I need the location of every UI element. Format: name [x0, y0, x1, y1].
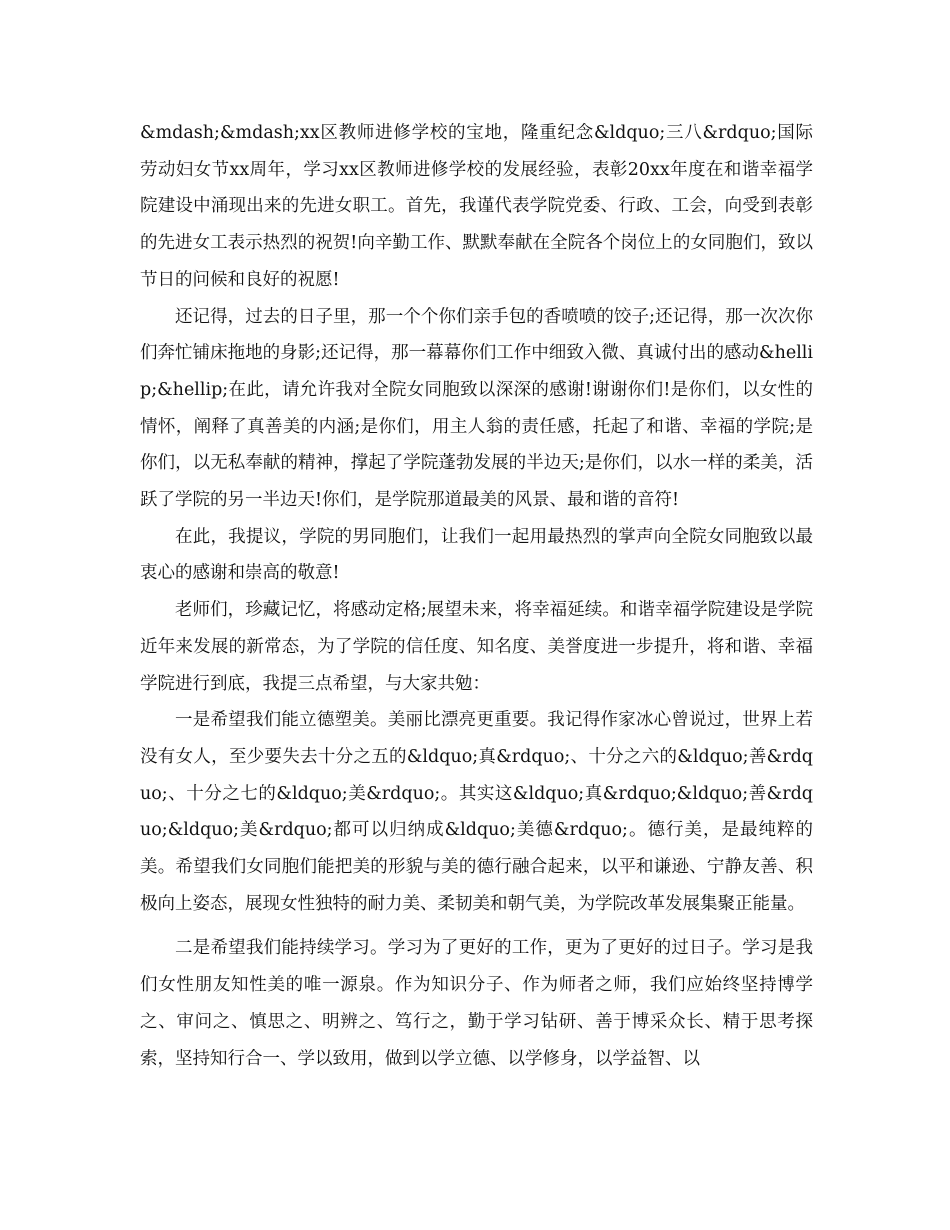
paragraph-3: 在此，我提议，学院的男同胞们，让我们一起用最热烈的掌声向全院女同胞致以最衷心的感谢和崇高的敬意! [140, 526, 813, 584]
paragraph-5: 一是希望我们能立德塑美。美丽比漂亮更重要。我记得作家冰心曾说过，世界上若没有女人，至少要失去十分之五的&ldquo;真&rdquo;、十分之六的&ldquo;善&rdquo;、十分之七的&ldquo;美&rdquo;。其实这&ldquo;真&rdquo;&ldquo;善&rdquo;&ldquo;美&rdquo;都可以归纳成&ldquo;美德&rdquo;。德行美，是最纯粹的美。希望我们女同胞们能把美的形貌与美的德行融合起来，以平和谦逊、宁静友善、积极向上姿态，展现女性独特的耐力美、柔韧美和朝气美，为学院改革发展集聚正能量。 [140, 710, 813, 914]
paragraph-4: 老师们，珍藏记忆，将感动定格;展望未来，将幸福延续。和谐幸福学院建设是学院近年来发展的新常态，为了学院的信任度、知名度、美誉度进一步提升，将和谐、幸福学院进行到底，我提三点希望，与大家共勉： [140, 600, 813, 694]
paragraph-6: 二是希望我们能持续学习。学习为了更好的工作，更为了更好的过日子。学习是我们女性朋友知性美的唯一源泉。作为知识分子、作为师者之师，我们应始终坚持博学之、审问之、慎思之、明辨之、笃行之，勤于学习钻研、善于博采众长、精于思考探索，坚持知行合一、学以致用，做到以学立德、以学修身，以学益智、以 [140, 938, 813, 1069]
paragraph-2: 还记得，过去的日子里，那一个个你们亲手包的香喷喷的饺子;还记得，那一次次你们奔忙铺床拖地的身影;还记得，那一幕幕你们工作中细致入微、真诚付出的感动&hellip;&hellip;在此，请允许我对全院女同胞致以深深的感谢!谢谢你们!是你们，以女性的情怀，阐释了真善美的内涵;是你们，用主人翁的责任感，托起了和谐、幸福的学院;是你们，以无私奉献的精神，撑起了学院蓬勃发展的半边天;是你们，以水一样的柔美，活跃了学院的另一半边天!你们，是学院那道最美的风景、最和谐的音符! [140, 306, 813, 511]
document-body [140, 115, 813, 1077]
paragraph-1: &mdash;&mdash;xx区教师进修学校的宝地，隆重纪念&ldquo;三八&rdquo;国际劳动妇女节xx周年，学习xx区教师进修学校的发展经验，表彰20xx年度在和谐幸福学院建设中涌现出来的先进女职工。首先，我谨代表学院党委、行政、工会，向受到表彰的先进女工表示热烈的祝贺!向辛勤工作、默默奉献在全院各个岗位上的女同胞们，致以节日的问候和良好的祝愿! [140, 123, 813, 290]
